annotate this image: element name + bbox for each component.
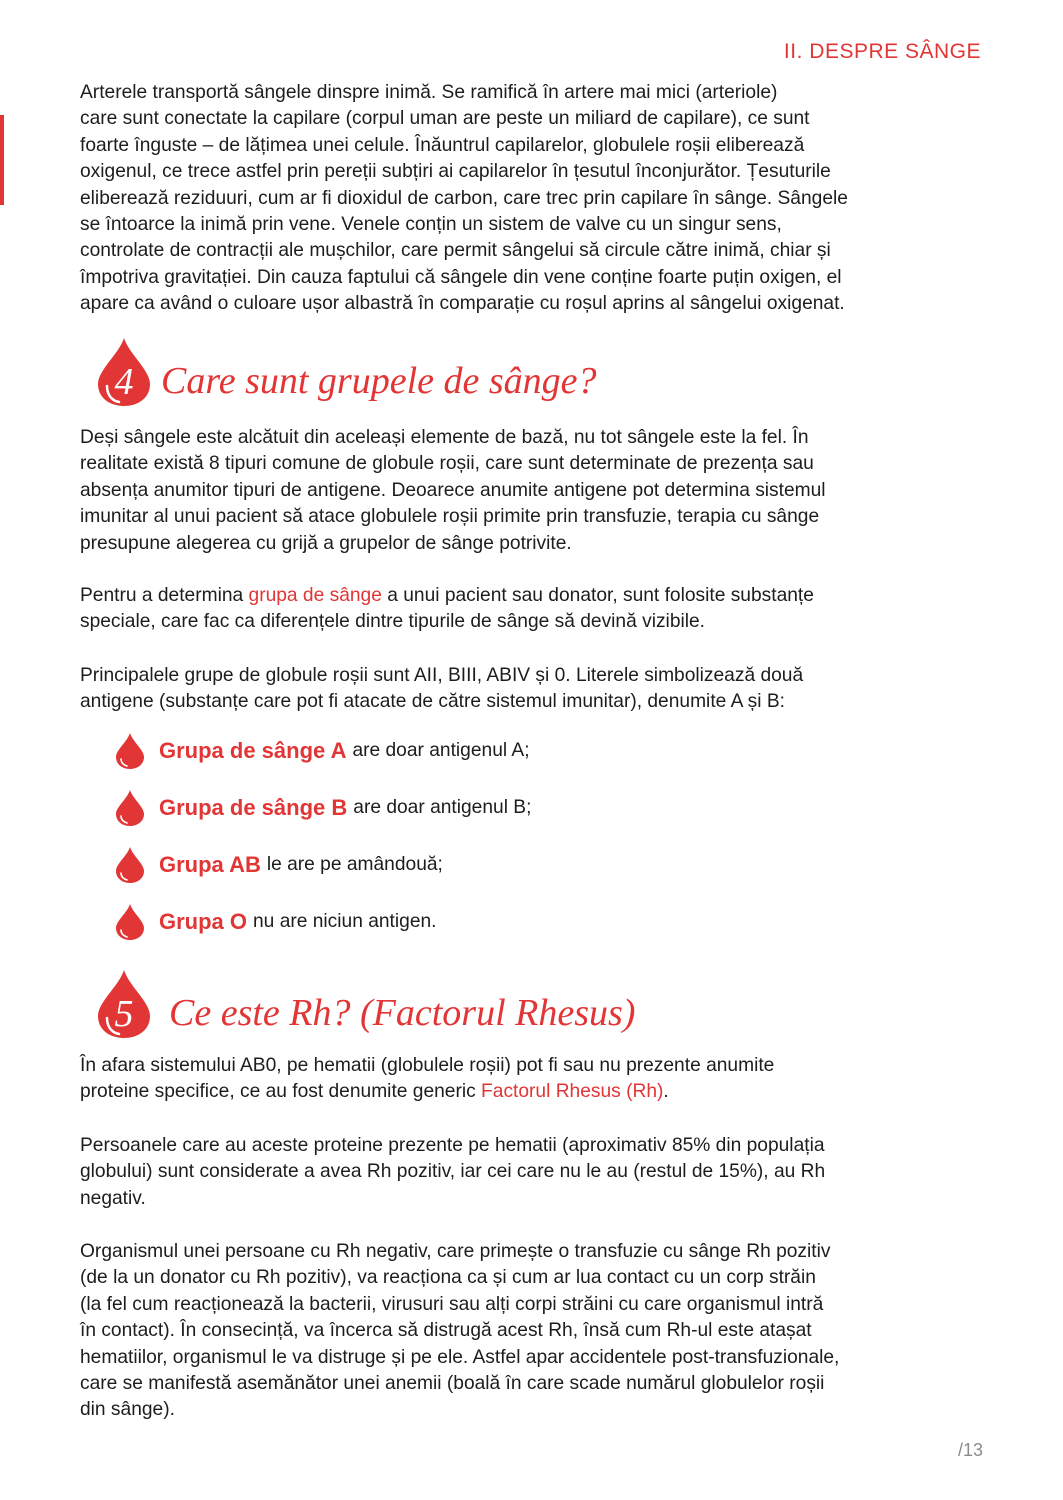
blood-drop-bullet-icon xyxy=(113,732,147,770)
chapter-header xyxy=(784,40,981,64)
section-5-heading xyxy=(95,968,635,1040)
text-fragment: . xyxy=(663,1081,669,1103)
blood-drop-bullet-icon xyxy=(113,789,147,827)
bullet-name: Grupa AB xyxy=(159,852,261,877)
section-4-paragraph-2 xyxy=(80,583,985,636)
edge-marker xyxy=(0,115,4,205)
text-line: imunitar al unui pacient să atace globulele roșii primite prin transfuzie, terapia cu sânge xyxy=(80,506,820,528)
section-4-paragraph-1 xyxy=(80,425,985,557)
text-line: se întoarce la inimă prin vene. Venele conțin un sistem de valve cu un singur sens, xyxy=(80,214,782,236)
bullet-text: le are pe amândouă; xyxy=(266,854,443,875)
section-title: Care sunt grupele de sânge? xyxy=(161,360,597,402)
text-line: foarte înguste – de lățimea unei celule. Înăuntrul capilarelor, globulele roșii eliberează xyxy=(80,134,805,156)
text-line: presupune alegerea cu grijă a grupelor de sânge potrivite. xyxy=(80,532,572,554)
intro-paragraph xyxy=(80,80,985,318)
text-line: absența anumitor tipuri de antigene. Deoarece anumite antigene pot determina sistemul xyxy=(80,479,826,501)
list-item xyxy=(113,789,531,827)
chapter-title: DESPRE SÂNGE xyxy=(809,40,981,63)
text-line: speciale, care fac ca diferențele dintre tipurile de sânge să devină vizibile. xyxy=(80,611,706,633)
text-line: care sunt conectate la capilare (corpul uman are peste un miliard de capilare), ce sunt xyxy=(80,108,810,130)
text-line: din sânge). xyxy=(80,1399,175,1421)
bullet-name: Grupa de sânge A xyxy=(159,738,347,763)
blood-drop-bullet-icon xyxy=(113,846,147,884)
text-line: globului) sunt considerate a avea Rh pozitiv, iar cei care nu le au (restul de 15%), au Rh xyxy=(80,1161,826,1183)
section-4-paragraph-3 xyxy=(80,663,985,716)
blood-drop-icon xyxy=(95,968,153,1040)
bullet-name: Grupa O xyxy=(159,909,248,934)
text-line: în contact). În consecință, va încerca să distrugă acest Rh, însă cum Rh-ul este atașat xyxy=(80,1320,812,1342)
section-5-paragraph-2 xyxy=(80,1133,985,1212)
text-line: Arterele transportă sângele dinspre inimă. Se ramifică în artere mai mici (arteriole) xyxy=(80,82,778,103)
rhesus-factor-link[interactable]: Factorul Rhesus (Rh) xyxy=(481,1081,664,1103)
section-number: 5 xyxy=(114,993,134,1035)
bullet-text: nu are niciun antigen. xyxy=(253,911,437,932)
chapter-roman: II. xyxy=(783,40,803,63)
page-number: /13 xyxy=(957,1440,983,1460)
section-4-heading xyxy=(95,336,597,408)
section-5-paragraph-1 xyxy=(80,1053,985,1106)
text-line: În afara sistemului AB0, pe hematii (globulele roșii) pot fi sau nu prezente anumite xyxy=(80,1055,775,1076)
blood-group-link[interactable]: grupa de sânge xyxy=(248,585,382,606)
list-item xyxy=(113,732,530,770)
text-line: hematiilor, organismul le va distruge și pe ele. Astfel apar accidentele post-transfuzionale, xyxy=(80,1346,840,1368)
section-number: 4 xyxy=(114,361,134,403)
text-line: Deși sângele este alcătuit din aceleași elemente de bază, nu tot sângele este la fel. În xyxy=(80,427,809,448)
section-5-paragraph-3 xyxy=(80,1239,985,1424)
text-line: realitate există 8 tipuri comune de globule roșii, care sunt determinate de prezența sau xyxy=(80,453,814,475)
text-line: care se manifestă asemănător unei anemii (boală în care scade numărul globulelor roșii xyxy=(80,1373,825,1395)
text-line: Persoanele care au aceste proteine prezente pe hematii (aproximativ 85% din populația xyxy=(80,1135,825,1156)
text-line: oxigenul, ce trece astfel prin pereții subțiri ai capilarelor în țesutul înconjurător. Țesuturile xyxy=(80,161,831,183)
text-line: Organismul unei persoane cu Rh negativ, care primește o transfuzie cu sânge Rh pozitiv xyxy=(80,1241,831,1262)
list-item xyxy=(113,903,437,941)
blood-drop-bullet-icon xyxy=(113,903,147,941)
text-line: (de la un donator cu Rh pozitiv), va reacționa ca și cum ar lua contact cu un corp străin xyxy=(80,1267,816,1289)
text-line: Principalele grupe de globule roșii sunt AII, BIII, ABIV și 0. Literele simbolizează două xyxy=(80,665,804,686)
text-fragment: Pentru a determina xyxy=(80,585,249,606)
text-line: negativ. xyxy=(80,1187,146,1209)
list-item xyxy=(113,846,443,884)
bullet-text: are doar antigenul A; xyxy=(352,740,530,761)
text-line: antigene (substanțe care pot fi atacate de către sistemul imunitar), denumite A și B: xyxy=(80,691,785,713)
blood-drop-icon xyxy=(95,336,153,408)
text-line: împotriva gravitației. Din cauza faptului că sângele din vene conține foarte puțin oxigen, el xyxy=(80,266,842,288)
section-title: Ce este Rh? (Factorul Rhesus) xyxy=(169,992,636,1034)
text-line: controlate de contracții ale mușchilor, care permit sângelui să circule către inimă, chiar și xyxy=(80,240,831,262)
text-line: (la fel cum reacționează la bacterii, virusuri sau alți corpi străini cu care organismul intră xyxy=(80,1293,824,1315)
bullet-name: Grupa de sânge B xyxy=(159,795,348,820)
text-fragment: proteine specifice, ce au fost denumite generic xyxy=(80,1081,482,1103)
text-fragment: a unui pacient sau donator, sunt folosite substanțe xyxy=(381,585,814,606)
text-line: eliberează reziduuri, cum ar fi dioxidul de carbon, care trec prin capilare în sânge. Sângele xyxy=(80,187,848,209)
bullet-text: are doar antigenul B; xyxy=(353,797,532,818)
text-line: apare ca având o culoare ușor albastră în comparație cu roșul aprins al sângelui oxigenat. xyxy=(80,293,845,315)
